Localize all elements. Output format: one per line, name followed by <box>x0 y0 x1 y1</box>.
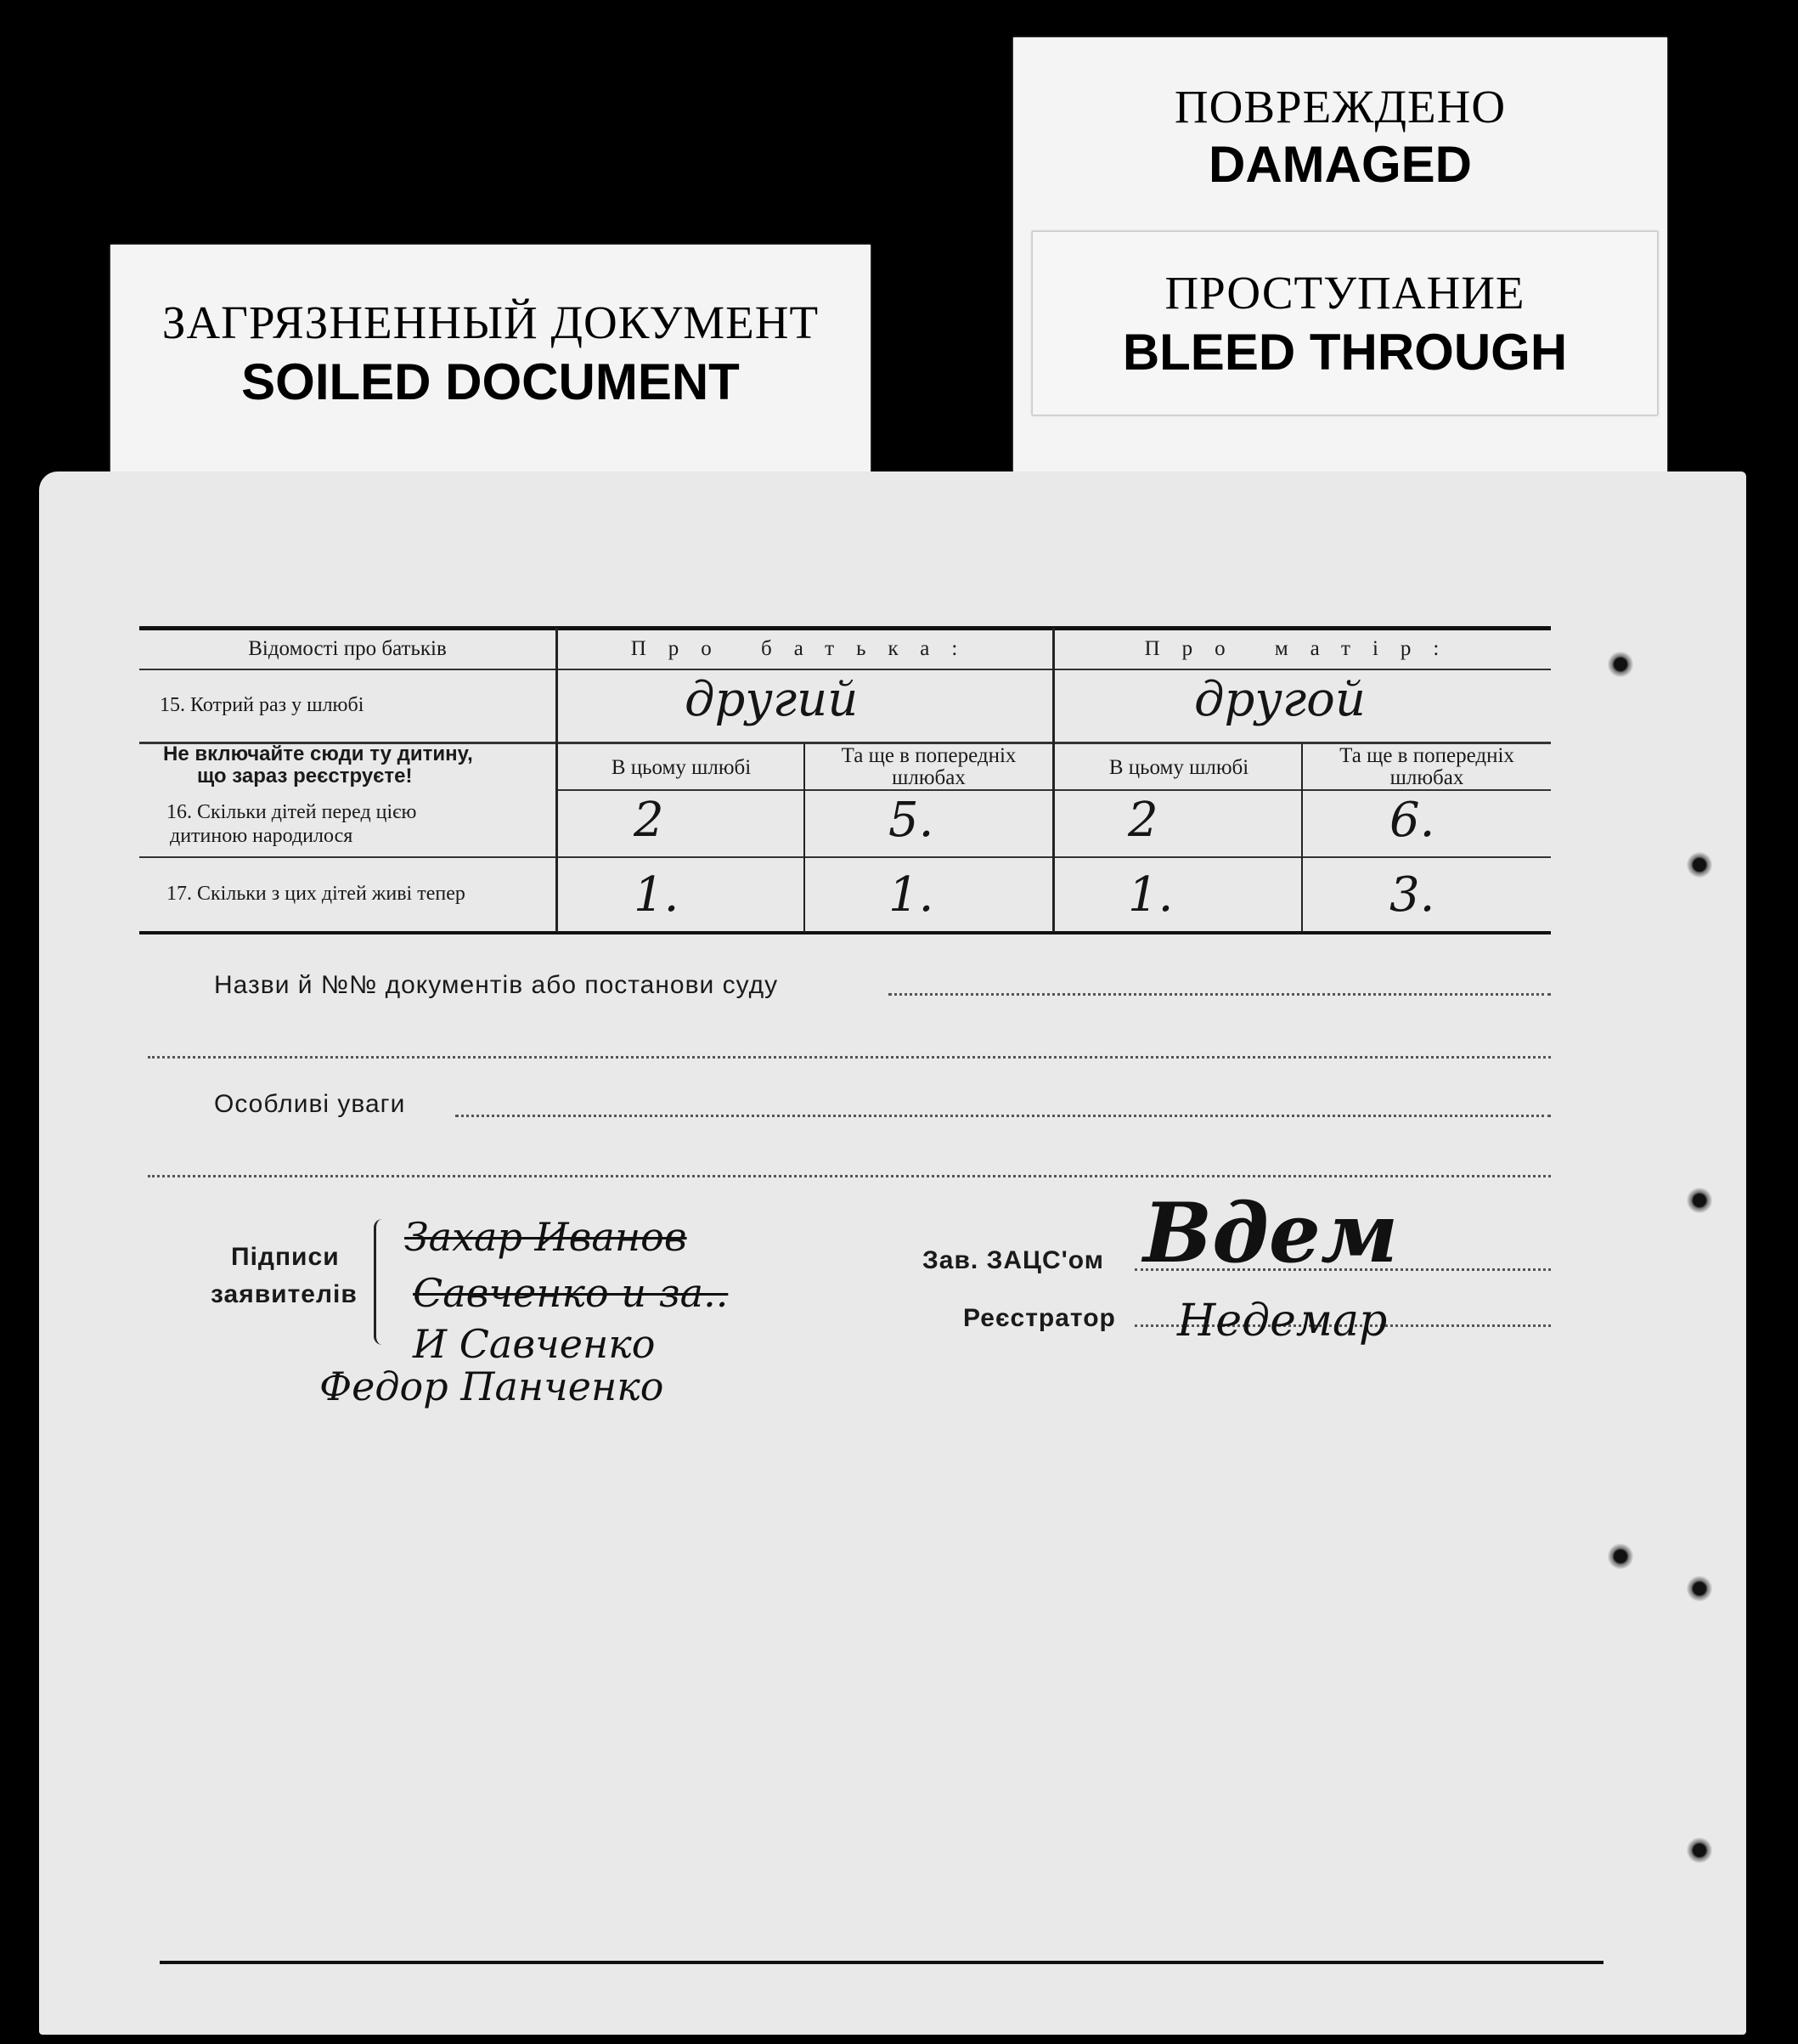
applicant-signature-2: Савченко и за.. <box>413 1270 729 1316</box>
notice-bleed-ru: ПРОСТУПАНИЕ <box>1164 267 1525 319</box>
registrar-signature: Недемар <box>1177 1296 1388 1347</box>
punch-hole-4 <box>1608 1544 1633 1569</box>
header-about-mother: Про матір: <box>1144 637 1462 660</box>
table-bottom-rule <box>139 931 1551 934</box>
row16-mother-this: 2 <box>1128 793 1158 848</box>
row16-label-line2: дитиною народилося <box>170 825 353 847</box>
special-notes-label: Особливі уваги <box>214 1090 406 1118</box>
row15-father-value: другий <box>685 672 859 727</box>
subheader-father-this-marriage: В цьому шлюбі <box>611 756 752 779</box>
subheader-mother-this-marriage: В цьому шлюбі <box>1108 756 1249 779</box>
notice-soiled-card <box>110 245 871 478</box>
row16-father-this: 2 <box>634 793 664 848</box>
table-col-divider-1 <box>555 628 558 932</box>
table-col-divider-2 <box>1052 628 1055 932</box>
head-signature: Вдем <box>1143 1185 1399 1281</box>
registrar-label: Реєстратор <box>963 1304 1116 1332</box>
row15-label: 15. Котрий раз у шлюбі <box>160 694 364 716</box>
registration-form-sheet <box>39 471 1746 2035</box>
table-top-rule <box>139 626 1551 630</box>
punch-hole-1 <box>1608 652 1633 677</box>
notice-bleed-en: BLEED THROUGH <box>1122 324 1568 381</box>
page-bottom-rule <box>160 1961 1604 1964</box>
exclude-note-line1: Не включайте сюди ту дитину, <box>163 743 473 765</box>
signatures-brace <box>374 1219 385 1345</box>
documents-line-1 <box>888 993 1551 996</box>
notice-soiled-en: SOILED DOCUMENT <box>241 353 740 410</box>
table-row16-rule <box>139 856 1551 858</box>
head-of-registry-label: Зав. ЗАЦС'ом <box>922 1246 1104 1274</box>
table-header-rule <box>139 669 1551 670</box>
applicant-signature-1: Захар Иванов <box>404 1214 687 1260</box>
notice-soiled-ru: ЗАГРЯЗНЕННЫЙ ДОКУМЕНТ <box>161 296 820 348</box>
applicant-signature-3: И Савченко <box>413 1321 656 1367</box>
row17-label: 17. Скільки з цих дітей живі тепер <box>166 883 465 905</box>
punch-hole-3 <box>1687 1188 1712 1213</box>
punch-hole-2 <box>1687 852 1712 878</box>
row16-father-previous: 5. <box>888 793 934 848</box>
subheader-mother-previous-marriages: Та ще в попередніх шлюбах <box>1339 744 1514 789</box>
row17-mother-this: 1. <box>1128 867 1174 923</box>
notice-damaged-en: DAMAGED <box>1209 136 1472 193</box>
row17-mother-previous: 3. <box>1389 867 1435 923</box>
row16-label-line1: 16. Скільки дітей перед цією <box>166 801 417 823</box>
header-about-father: Про батька: <box>630 637 980 660</box>
punch-hole-5 <box>1687 1576 1712 1601</box>
table-col-divider-4 <box>1301 744 1303 932</box>
subheader-father-previous-marriages: Та ще в попередніх шлюбах <box>841 744 1017 789</box>
notice-damaged-ru: ПОВРЕЖДЕНО <box>1174 81 1507 133</box>
table-col-divider-3 <box>803 744 805 932</box>
signatures-label-line2: заявителів <box>211 1280 358 1308</box>
documents-label: Назви й №№ документів або постанови суду <box>214 971 779 999</box>
signatures-label-line1: Підписи <box>231 1243 340 1271</box>
exclude-note-line2: що зараз реєструєте! <box>197 765 413 788</box>
row17-father-previous: 1. <box>888 867 934 923</box>
special-notes-line-2 <box>148 1175 1551 1177</box>
row17-father-this: 1. <box>634 867 679 923</box>
special-notes-line-1 <box>455 1115 1551 1117</box>
row15-mother-value: другой <box>1194 672 1366 727</box>
documents-line-2 <box>148 1056 1551 1059</box>
header-parents-info: Відомості про батьків <box>248 637 447 660</box>
punch-hole-6 <box>1687 1838 1712 1863</box>
notice-bleed-card <box>1032 231 1658 415</box>
applicant-signature-4: Федор Панченко <box>319 1364 664 1409</box>
row16-mother-previous: 6. <box>1389 793 1435 848</box>
